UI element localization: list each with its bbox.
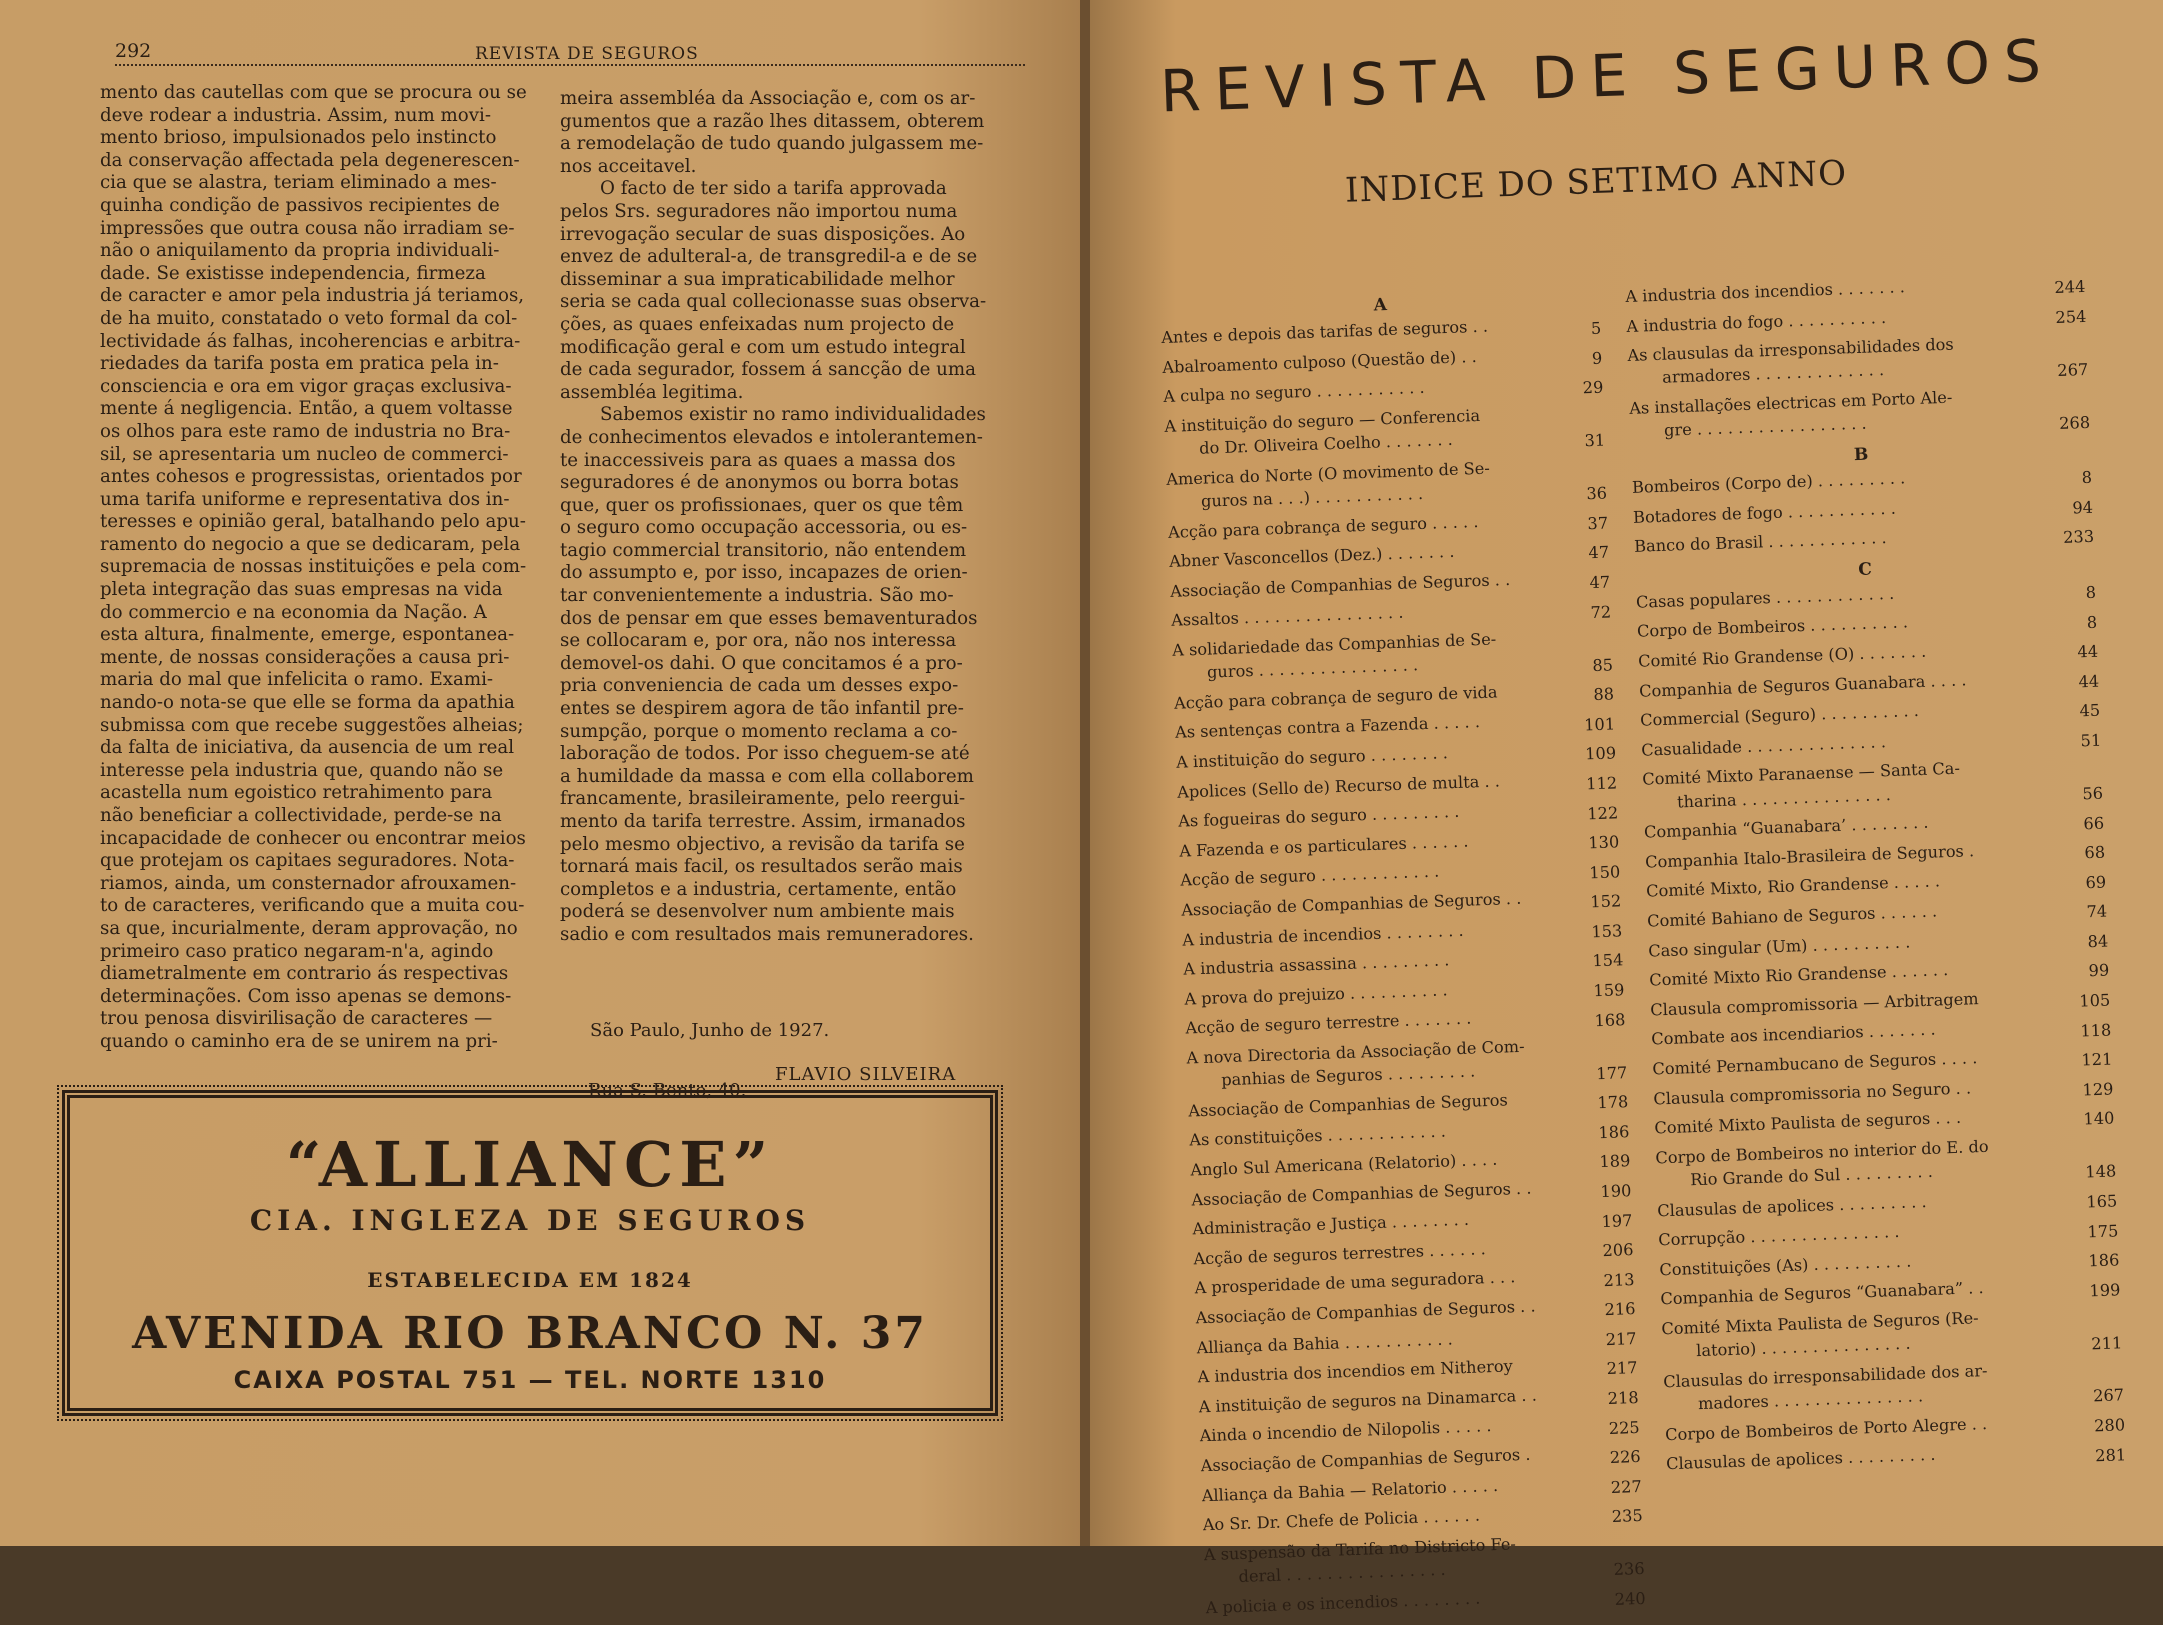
- index-entry-page: 84: [2087, 931, 2109, 952]
- index-entry-page: 267: [2092, 1385, 2125, 1406]
- ad-contact: CAIXA POSTAL 751 — TEL. NORTE 1310: [233, 1366, 827, 1394]
- index-entry-title-line: A instituição do seguro . . . . . . . .: [1175, 743, 1449, 772]
- index-entry-title-line: A industria assassina . . . . . . . . .: [1183, 950, 1450, 979]
- index-entry-page: 51: [2080, 730, 2102, 751]
- index-entry-page: 101: [1583, 714, 1616, 735]
- index-entry-title-line: Comité Mixto Paranaense — Santa Ca-: [1641, 758, 1961, 790]
- alliance-advertisement: [62, 1090, 998, 1416]
- ad-founded: ESTABELECIDA EM 1824: [367, 1268, 693, 1292]
- index-entry-title-line: Clausula compromissoria no Seguro . .: [1653, 1077, 1972, 1109]
- index-entry-page: 45: [2079, 701, 2101, 721]
- text-line: supremacia de nossas instituições e pela com-: [100, 556, 527, 578]
- index-entry-title-continuation: madores . . . . . . . . . . . . . . .: [1697, 1386, 1924, 1414]
- text-line: de conhecimentos elevados e intolerantemen-: [560, 426, 983, 448]
- text-line: Sabemos existir no ramo individualidades: [600, 404, 986, 426]
- index-letter-c: C: [1857, 559, 1873, 580]
- text-line: dos de pensar em que esses bemaventurados: [560, 607, 978, 629]
- index-entry-page: 280: [2093, 1415, 2126, 1436]
- index-entry-title-line: Comité Bahiano de Seguros . . . . . .: [1646, 901, 1938, 931]
- index-entry-title-line: A policia e os incendios . . . . . . . .: [1205, 1588, 1481, 1617]
- index-entry-page: 130: [1587, 832, 1620, 853]
- text-line: riamos, ainda, um consternador afrouxamen-: [100, 872, 517, 894]
- index-entry-title-line: A nova Directoria da Associação de Com-: [1186, 1036, 1525, 1068]
- index-entry-page: 9: [1591, 348, 1603, 368]
- text-line: seguradores é de anonymos ou borra botas: [560, 472, 959, 494]
- text-line: trou penosa disvirilisação de caracteres —: [100, 1008, 493, 1030]
- index-entry-title-continuation: Rio Grande do Sul . . . . . . . . .: [1689, 1161, 1934, 1190]
- index-entry-title-continuation: panhias de Seguros . . . . . . . . .: [1220, 1061, 1476, 1090]
- text-line: diametralmente em contrario ás respectivas: [100, 963, 509, 985]
- index-entry-title-line: Ao Sr. Dr. Chefe de Policia . . . . . .: [1202, 1505, 1481, 1535]
- index-entry-page: 240: [1614, 1588, 1646, 1609]
- text-line: consciencia e ora em vigor graças exclusiva-: [100, 375, 512, 397]
- text-line: francamente, brasileiramente, pelo reergui-: [560, 788, 966, 810]
- index-entry-page: 85: [1592, 654, 1614, 675]
- text-line: primeiro caso pratico negaram-n'a, agindo: [100, 940, 494, 962]
- index-entry-title-line: Administração e Justiça . . . . . . . .: [1192, 1210, 1470, 1239]
- index-entry-title-continuation: guros na . . .) . . . . . . . . . . .: [1200, 483, 1424, 511]
- text-line: lectividade ás falhas, incoherencias e arbitra-: [100, 330, 521, 352]
- index-entry-page: 153: [1591, 921, 1623, 942]
- text-line: de ha muito, constatado o veto formal da col-: [100, 307, 518, 329]
- text-line: submissa com que recebe suggestões alheias;: [100, 714, 524, 736]
- index-entry-page: 217: [1606, 1358, 1638, 1379]
- signature-date: São Paulo, Junho de 1927.: [590, 1020, 830, 1041]
- index-entry-page: 44: [2078, 671, 2100, 692]
- index-entry-page: 8: [2086, 612, 2098, 632]
- index-entry-title-line: Abner Vasconcellos (Dez.) . . . . . . .: [1168, 542, 1455, 571]
- text-line: sil, se apresentaria um nucleo de commerci-: [100, 443, 509, 465]
- index-entry-title-line: A instituição de seguros na Dinamarca . .: [1198, 1385, 1538, 1417]
- index-entry-title-line: Anglo Sul Americana (Relatorio) . . . .: [1190, 1149, 1498, 1180]
- index-entry-page: 216: [1604, 1299, 1636, 1320]
- index-entry-page: 94: [2072, 497, 2094, 518]
- index-entry-page: 37: [1587, 513, 1609, 534]
- text-line: mento brioso, impulsionados pelo instincto: [100, 127, 497, 149]
- index-entry-page: 105: [2079, 990, 2111, 1011]
- index-entry-page: 152: [1590, 891, 1622, 912]
- running-title: REVISTA DE SEGUROS: [475, 44, 699, 64]
- index-entry-page: 177: [1596, 1062, 1628, 1083]
- text-line: pelo mesmo objectivo, a revisão da tarifa se: [560, 833, 965, 855]
- signature-address: Rua S. Bento, 40.: [588, 1080, 747, 1101]
- text-line: seria se cada qual collecionasse suas observa-: [560, 291, 987, 313]
- text-line: incapacidade de conhecer ou encontrar meios: [100, 827, 526, 849]
- index-entry-title-line: Ainda o incendio de Nilopolis . . . . .: [1199, 1416, 1492, 1446]
- index-entry-title-continuation: deral . . . . . . . . . . . . . . . .: [1238, 1559, 1446, 1587]
- index-entry-page: 88: [1593, 684, 1615, 705]
- text-line: cia que se alastra, teriam eliminado a mes-: [100, 172, 497, 194]
- index-entry-page: 226: [1609, 1447, 1641, 1468]
- text-line: riedades da tarifa posta em pratica pela in-: [100, 353, 499, 375]
- text-line: sumpção, porque o momento reclama a co-: [560, 720, 958, 742]
- text-line: dade. Se existisse independencia, firmeza: [100, 262, 486, 284]
- index-entry-title-line: Acção para cobrança de seguro . . . . .: [1167, 511, 1479, 542]
- index-entry-title-line: Clausulas de apolices . . . . . . . . .: [1665, 1445, 1936, 1474]
- index-entry-title-line: Commercial (Seguro) . . . . . . . . . .: [1639, 701, 1920, 730]
- index-list-b: [1632, 460, 2095, 565]
- index-entry-title-line: A industria de incendios . . . . . . . .: [1182, 920, 1464, 950]
- text-line: tagio commercial transitorio, não entendem: [560, 539, 967, 561]
- index-entry-page: 268: [2058, 412, 2091, 433]
- index-entry-page: 8: [2085, 582, 2097, 603]
- index-entry-title-line: As installações electricas em Porto Ale-: [1628, 387, 1953, 418]
- text-line: ções, as quaes enfeixadas num projecto de: [560, 313, 955, 335]
- index-entry-page: 122: [1586, 802, 1619, 823]
- index-entry-title-line: Botadores de fogo . . . . . . . . . . .: [1632, 498, 1897, 527]
- text-line: impressões que outra cousa não irradiam se-: [100, 217, 515, 239]
- index-entry-page: 186: [1598, 1121, 1630, 1142]
- index-entry-title-line: Caso singular (Um) . . . . . . . . . .: [1647, 932, 1911, 961]
- index-entry-title-line: Companhia “Guanabara’ . . . . . . . .: [1643, 812, 1929, 842]
- text-line: da conservação affectada pela degenerescen-: [100, 149, 520, 171]
- index-entry-title-line: Associação de Companhias de Seguros . .: [1191, 1178, 1532, 1210]
- index-entry-title-line: Assaltos . . . . . . . . . . . . . . . .: [1170, 603, 1404, 631]
- index-entry-title-line: A solidariedade das Companhias de Se-: [1171, 629, 1497, 660]
- book-gutter: [1080, 0, 1090, 1546]
- index-entry-page: 109: [1584, 743, 1617, 764]
- text-line: O facto de ter sido a tarifa approvada: [600, 178, 947, 200]
- index-entry-title-line: Corpo de Bombeiros no interior do E. do: [1655, 1136, 1989, 1168]
- index-entry-page: 206: [1602, 1240, 1634, 1261]
- text-line: tornará mais facil, os resultados serão mais: [560, 856, 963, 878]
- index-column-right: [1625, 269, 2127, 1482]
- index-entry-title-line: Clausulas de apolices . . . . . . . . .: [1656, 1191, 1927, 1221]
- index-entry-title-line: Clausula compromissoria — Arbitragem: [1649, 988, 1979, 1020]
- text-line: esta altura, finalmente, emerge, espontanea-: [100, 624, 515, 646]
- index-entry-title-line: Acção de seguro . . . . . . . . . . . .: [1179, 861, 1440, 891]
- index-entry-page: 47: [1588, 542, 1610, 563]
- index-entry-page: 68: [2084, 842, 2106, 863]
- index-entry-page: 211: [2090, 1332, 2123, 1353]
- index-entry-title-line: Associação de Companhias de Seguros: [1187, 1090, 1509, 1121]
- index-entry-title-line: Apolices (Sello de) Recurso de multa . .: [1176, 771, 1501, 802]
- text-line: mento das cautellas com que se procura ou se: [100, 82, 527, 103]
- text-line: demovel-os dahi. O que concitamos é a pro-: [560, 652, 963, 674]
- index-entry-title-line: Casualidade . . . . . . . . . . . . . .: [1640, 731, 1887, 760]
- index-entry-title-line: A industria dos incendios em Nitheroy: [1197, 1356, 1514, 1387]
- text-line: mento da tarifa terrestre. Assim, irmanados: [560, 811, 966, 832]
- index-entry-page: 140: [2083, 1108, 2115, 1129]
- index-entry-title-line: Comité Mixto Paulista de seguros . . .: [1654, 1107, 1962, 1138]
- index-entry-page: 244: [2054, 277, 2086, 298]
- index-entry-title-line: Comité Mixto Rio Grandense . . . . . .: [1648, 960, 1949, 990]
- index-entry-page: 213: [1603, 1269, 1635, 1290]
- index-entry-title-line: Associação de Companhias de Seguros . .: [1169, 569, 1511, 601]
- text-line: quando o caminho era de se unirem na pri-: [100, 1030, 498, 1052]
- text-line: teresses e opinião geral, batalhando pelo apu-: [100, 511, 526, 533]
- text-line: uma tarifa uniforme e representativa dos in-: [100, 488, 510, 510]
- index-entry-page: 175: [2087, 1220, 2119, 1241]
- index-entry-page: 8: [2081, 468, 2093, 488]
- text-line: poderá se desenvolver num ambiente mais: [560, 901, 955, 923]
- index-entry-title-line: Corpo de Bombeiros de Porto Alegre . .: [1664, 1413, 1988, 1445]
- index-entry-title-line: Comité Mixto, Rio Grandense . . . . .: [1645, 871, 1941, 902]
- index-entry-page: 233: [2062, 527, 2095, 548]
- index-entry-title-line: As sentenças contra a Fazenda . . . . .: [1174, 712, 1481, 743]
- index-entry-page: 186: [2088, 1250, 2120, 1271]
- text-line: interesse pela industria que, quando não se: [100, 759, 504, 781]
- index-entry-page: 159: [1593, 980, 1625, 1001]
- index-entry-page: 47: [1589, 572, 1611, 593]
- index-entry-title-line: Clausulas do irresponsabilidade dos ar-: [1662, 1360, 1988, 1392]
- index-letter-b: B: [1853, 444, 1869, 466]
- signature-name: FLAVIO SILVEIRA: [775, 1064, 957, 1085]
- index-entry-title-line: A prova do prejuizo . . . . . . . . . .: [1184, 980, 1448, 1009]
- index-entry-title-line: Companhia de Seguros Guanabara . . . .: [1638, 669, 1967, 701]
- index-entry-page: 154: [1592, 950, 1624, 971]
- text-line: não o aniquilamento da propria individuali-: [100, 240, 500, 262]
- text-line: acastella num egoistico retrahimento para: [100, 782, 493, 804]
- text-line: antes cohesos e progressistas, orientados por: [100, 466, 522, 488]
- text-line: tar convenientemente a industria. São mo-: [560, 585, 954, 607]
- text-line: to de caracteres, verificando que a muita cou-: [100, 895, 525, 917]
- index-heading: INDICE DO SETIMO ANNO: [1344, 153, 1848, 211]
- text-line: deve rodear a industria. Assim, num movi-: [100, 104, 491, 126]
- masthead: REVISTA DE SEGUROS: [1159, 26, 2056, 126]
- index-entry-page: 281: [2094, 1444, 2127, 1465]
- index-entry-page: 199: [2089, 1280, 2121, 1301]
- index-entry-title-line: A prosperidade de uma seguradora . . .: [1194, 1267, 1516, 1298]
- index-entry-title-continuation: latorio) . . . . . . . . . . . . . . .: [1695, 1333, 1911, 1361]
- index-entry-title-continuation: guros . . . . . . . . . . . . . . . .: [1206, 655, 1419, 682]
- index-entry-page: 29: [1582, 378, 1604, 398]
- index-entry-title-line: A Fazenda e os particulares . . . . . .: [1178, 831, 1469, 861]
- index-entry-page: 121: [2081, 1049, 2113, 1070]
- index-column-left: [1160, 285, 1646, 1625]
- text-line: nando-o nota-se que elle se forma da apathia: [100, 692, 515, 714]
- text-line: pelos Srs. seguradores não importou numa: [560, 200, 958, 222]
- text-line: modificação geral e com um estudo integral: [560, 336, 966, 358]
- index-entry-title-line: Associação de Companhias de Seguros . .: [1180, 888, 1522, 920]
- index-entry-page: 267: [2057, 359, 2089, 380]
- index-entry-title-line: Associação de Companhias de Seguros . .: [1195, 1296, 1536, 1328]
- index-entry-title-line: Antes e depois das tarifas de seguros . .: [1160, 316, 1489, 347]
- index-list-a-continued: [1625, 269, 2090, 450]
- index-entry-page: 218: [1607, 1388, 1639, 1409]
- index-entry-title-line: Companhia de Seguros “Guanabara” . .: [1660, 1278, 1984, 1309]
- article-column-2: [560, 88, 1020, 947]
- index-entry-title-line: A industria dos incendios . . . . . . .: [1625, 277, 1906, 306]
- index-entry-page: 227: [1610, 1476, 1643, 1497]
- index-entry-title-continuation: gre . . . . . . . . . . . . . . . . .: [1663, 414, 1867, 441]
- text-line: laboração de todos. Por isso cheguem-se até: [560, 743, 970, 765]
- index-entry-title-line: Acção para cobrança de seguro de vida: [1173, 682, 1498, 713]
- index-entry-page: 31: [1584, 430, 1606, 451]
- index-entry-title-line: As fogueiras do seguro . . . . . . . . .: [1177, 802, 1460, 831]
- index-entry-title-line: Alliança da Bahia . . . . . . . . . . .: [1196, 1329, 1454, 1357]
- index-entry-title-line: Companhia Italo-Brasileira de Seguros .: [1644, 840, 1975, 872]
- index-entry-title-line: Comité Rio Grandense (O) . . . . . . .: [1637, 641, 1927, 671]
- index-entry-title-continuation: tharina . . . . . . . . . . . . . . .: [1676, 784, 1892, 812]
- index-entry-title-line: Bombeiros (Corpo de) . . . . . . . . .: [1631, 468, 1906, 497]
- text-line: envez de adulteral-a, de transgredil-a e de se: [560, 246, 978, 268]
- index-entry-title-line: America do Norte (O movimento de Se-: [1165, 458, 1491, 489]
- index-list-a: [1161, 311, 1646, 1625]
- index-entry-page: 225: [1608, 1417, 1640, 1438]
- index-entry-title-line: Banco do Brasil . . . . . . . . . . . .: [1633, 528, 1887, 556]
- index-entry-page: 56: [2082, 783, 2104, 804]
- index-entry-page: 217: [1605, 1328, 1637, 1349]
- index-entry-page: 178: [1597, 1092, 1629, 1113]
- text-line: maria do mal que infelicita o ramo. Exami-: [100, 669, 494, 691]
- index-entry-title-continuation: armadores . . . . . . . . . . . . .: [1661, 360, 1885, 388]
- index-entry-title-line: A culpa no seguro . . . . . . . . . . .: [1163, 378, 1425, 407]
- text-line: os olhos para este ramo de industria no Bra-: [100, 420, 511, 442]
- index-entry-page: 112: [1585, 773, 1618, 794]
- ad-subtitle: CIA. INGLEZA DE SEGUROS: [249, 1204, 811, 1237]
- text-line: do commercio e na economia da Nação. A: [100, 601, 487, 623]
- text-line: te inaccessiveis para as quaes a massa dos: [560, 449, 956, 471]
- index-entry-page: 44: [2077, 641, 2099, 662]
- index-entry-title-line: Comité Pernambucano de Seguros . . . .: [1652, 1048, 1978, 1079]
- ad-company-name: “ALLIANCE”: [285, 1128, 775, 1201]
- text-line: meira assembléa da Associação e, com os ar-: [560, 88, 976, 109]
- index-entry-title-line: A instituição do seguro — Conferencia: [1164, 405, 1481, 436]
- index-entry-title-line: A industria do fogo . . . . . . . . . .: [1626, 307, 1887, 336]
- text-line: que, quer os profissionaes, quer os que têm: [560, 494, 964, 516]
- index-entry-page: 236: [1613, 1559, 1645, 1580]
- text-line: mente, de nossas considerações a causa pri-: [100, 646, 510, 668]
- text-line: não beneficiar a collectividade, perde-se na: [100, 805, 502, 826]
- running-header: [115, 40, 1025, 66]
- index-entry-page: 165: [2086, 1191, 2118, 1212]
- index-entry-title-continuation: do Dr. Oliveira Coelho . . . . . . .: [1198, 429, 1454, 458]
- text-line: determinações. Com isso apenas se demons-: [100, 985, 512, 1007]
- index-entry-title-line: Corrupção . . . . . . . . . . . . . . .: [1658, 1222, 1900, 1250]
- index-entry-page: 99: [2088, 960, 2110, 981]
- text-line: completos e a industria, certamente, então: [560, 878, 957, 900]
- index-entry-page: 168: [1594, 1009, 1626, 1030]
- index-entry-title-line: Comité Mixta Paulista de Seguros (Re-: [1661, 1308, 1979, 1339]
- index-entry-title-line: Abalroamento culposo (Questão de) . .: [1162, 346, 1478, 377]
- index-entry-page: 189: [1599, 1151, 1631, 1172]
- index-entry-page: 150: [1589, 861, 1621, 883]
- text-line: ramento do negocio a que se dedicaram, pela: [100, 533, 521, 555]
- text-line: da falta de iniciativa, da ausencia de um real: [100, 737, 515, 759]
- page-number: 292: [115, 40, 152, 62]
- index-entry-title-line: Alliança da Bahia — Relatorio . . . . .: [1201, 1475, 1499, 1505]
- text-line: a humildade da massa e com ella collaborem: [560, 765, 974, 787]
- index-entry-title-line: A suspensão da Tarifa no Districto Fe-: [1203, 1534, 1517, 1564]
- index-entry-title-line: Combate aos incendiarios . . . . . . .: [1651, 1019, 1936, 1049]
- index-entry-page: 148: [2085, 1161, 2117, 1182]
- text-line: pria conveniencia de cada um desses expo-: [560, 675, 959, 697]
- index-entry-page: 5: [1590, 318, 1602, 339]
- index-entry-title-line: Casas populares . . . . . . . . . . . .: [1635, 583, 1895, 612]
- index-entry-page: 254: [2055, 306, 2087, 327]
- text-line: sadio e com resultados mais remuneradores.: [560, 923, 974, 945]
- index-entry-title-line: Constituições (As) . . . . . . . . . .: [1659, 1251, 1912, 1280]
- text-line: disseminar a sua impraticabilidade melhor: [560, 268, 955, 290]
- index-entry-title-line: Associação de Companhias de Seguros .: [1200, 1444, 1531, 1476]
- text-line: a remodelação de tudo quando julgassem me-: [560, 133, 984, 155]
- text-line: do assumpto e, por isso, incapazes de orien-: [560, 562, 968, 584]
- text-line: mente á negligencia. Então, a quem voltasse: [100, 398, 513, 420]
- text-line: quinha condição de passivos recipientes de: [100, 194, 500, 216]
- ad-address: AVENIDA RIO BRANCO N. 37: [132, 1308, 928, 1359]
- index-entry-page: 235: [1611, 1506, 1644, 1527]
- index-entry-page: 66: [2083, 813, 2105, 833]
- index-entry-page: 197: [1601, 1210, 1633, 1231]
- index-entry-title-line: As clausulas da irresponsabilidades dos: [1627, 334, 1954, 366]
- text-line: de caracter e amor pela industria já teriamos,: [100, 285, 525, 307]
- text-line: entes se despirem agora de tão infantil pre-: [560, 698, 964, 720]
- text-line: irrevogação secular de suas disposições. Ao: [560, 223, 966, 245]
- left-page: [0, 0, 1080, 1546]
- text-line: nos acceitavel.: [560, 155, 697, 177]
- index-entry-title-line: Corpo de Bombeiros . . . . . . . . . .: [1636, 612, 1909, 642]
- text-line: que protejam os capitaes seguradores. Nota-: [100, 850, 515, 872]
- text-line: assembléa legitima.: [560, 381, 744, 403]
- text-line: pleta integração das suas empresas na vida: [100, 579, 503, 601]
- index-entry-page: 190: [1600, 1181, 1632, 1202]
- index-entry-page: 36: [1586, 483, 1608, 504]
- text-line: gumentos que a razão lhes ditassem, obterem: [560, 110, 985, 132]
- text-line: de cada segurador, fossem á sancção de uma: [560, 359, 976, 381]
- text-line: sa que, incurialmente, deram approvação, no: [100, 917, 518, 939]
- index-entry-page: 69: [2085, 872, 2107, 892]
- index-entry-title-line: Acção de seguros terrestres . . . . . .: [1193, 1239, 1487, 1269]
- article-column-1: [100, 82, 540, 1054]
- index-entry-title-line: Acção de seguro terrestre . . . . . . .: [1185, 1008, 1472, 1038]
- index-entry-title-line: As constituições . . . . . . . . . . . .: [1189, 1121, 1447, 1150]
- index-entry-page: 129: [2082, 1079, 2114, 1100]
- text-line: o seguro como occupação accessoria, ou es-: [560, 517, 968, 539]
- index-list-c: [1636, 575, 2127, 1483]
- index-entry-page: 72: [1590, 602, 1612, 622]
- text-line: se collocaram e, por ora, não nos interessa: [560, 630, 957, 652]
- index-entry-page: 74: [2086, 901, 2108, 922]
- index-letter-a: A: [1373, 295, 1388, 316]
- index-entry-page: 118: [2080, 1020, 2112, 1041]
